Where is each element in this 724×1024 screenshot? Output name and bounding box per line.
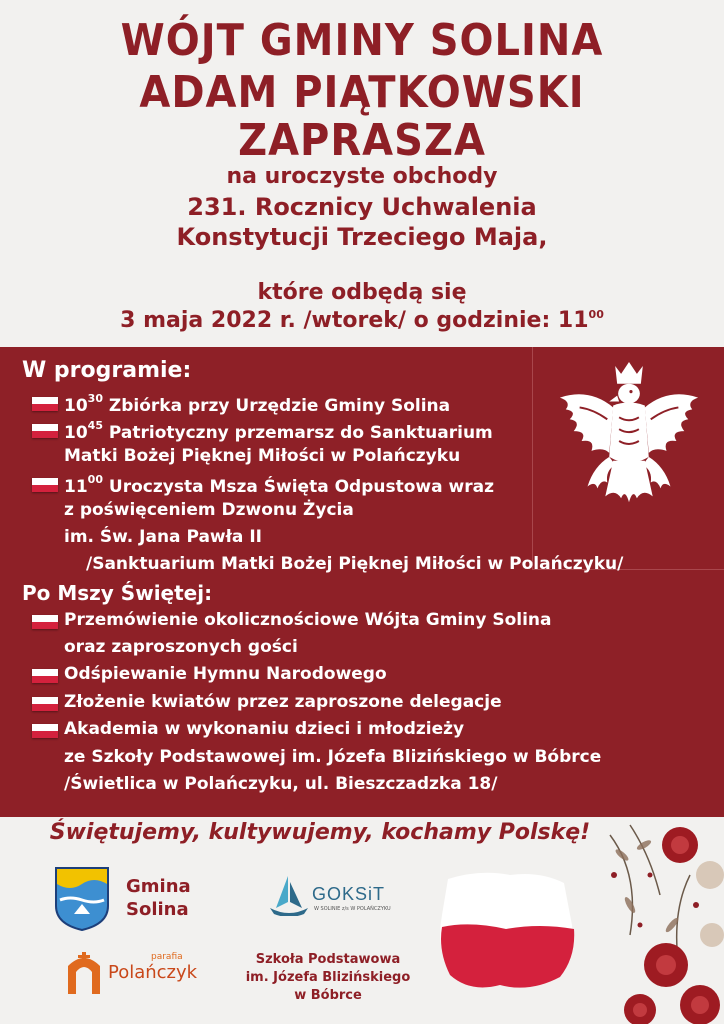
parafia-name-label: Polańczyk (108, 962, 198, 983)
band-divider (532, 347, 533, 569)
poland-flag-icon (32, 697, 58, 711)
item-2-time: 10 (64, 423, 88, 443)
item-3-sup: 00 (87, 473, 103, 486)
item-1-sup: 30 (87, 392, 103, 405)
gmina-coat-of-arms-icon (54, 866, 110, 932)
program-item-3 (64, 473, 494, 497)
item-3-time: 11 (64, 477, 88, 497)
floral-decoration-icon (600, 815, 724, 1024)
item-2-text: Patriotyczny przemarsz do Sanktuarium (102, 423, 493, 443)
item-2-sup: 45 (87, 419, 103, 432)
header-sub-4: które odbędą się (257, 280, 467, 305)
after-item-2: Odśpiewanie Hymnu Narodowego (64, 664, 387, 684)
item-3-text: Uroczysta Msza Święta Odpustowa wraz (102, 477, 494, 497)
program-item-3-line-3: im. Św. Jana Pawła II (64, 527, 262, 547)
school-label-3: w Bóbrce (294, 988, 362, 1003)
after-item-1: Przemówienie okolicznościowe Wójta Gminy Solina (64, 610, 552, 630)
header-sub-2: 231. Rocznicy Uchwalenia (187, 193, 537, 221)
header-sub-1: na uroczyste obchody (226, 164, 498, 189)
program-item-3-line-4: /Sanktuarium Matki Bożej Pięknej Miłości w Polańczyku/ (86, 554, 624, 574)
poland-flag-icon (32, 669, 58, 683)
gmina-label-2: Solina (126, 899, 189, 920)
header-sub-3: Konstytucji Trzeciego Maja, (176, 223, 548, 251)
poland-flag-icon (32, 724, 58, 738)
item-1-time: 10 (64, 396, 88, 416)
school-label-2: im. Józefa Blizińskiego (245, 970, 411, 985)
header-line-2: ADAM PIĄTKOWSKI (139, 68, 585, 118)
poland-flag-icon (32, 424, 58, 438)
slogan: Świętujemy, kultywujemy, kochamy Polskę! (49, 820, 591, 845)
goksit-sub-label: W SOLINIE z/s W POLAŃCZYKU (314, 906, 391, 912)
program-item-2 (64, 419, 493, 443)
after-item-4-line-2: ze Szkoły Podstawowej im. Józefa Blizińskiego w Bóbrce (64, 747, 602, 767)
after-mass-title: Po Mszy Świętej: (22, 581, 213, 605)
after-item-4: Akademia w wykonaniu dzieci i młodzieży (64, 719, 465, 739)
program-item-2-line-2: Matki Bożej Pięknej Miłości w Polańczyku (64, 446, 461, 466)
header-line-3: ZAPRASZA (238, 116, 486, 166)
after-item-3: Złożenie kwiatów przez zaproszone delegacje (64, 692, 502, 712)
gmina-label-1: Gmina (126, 876, 191, 897)
invitation-header (0, 0, 724, 345)
program-title: W programie: (22, 358, 192, 383)
program-item-1 (64, 392, 450, 416)
poland-map-flag-icon (430, 865, 580, 1000)
after-item-4-line-3: /Świetlica w Polańczyku, ul. Bieszczadzka 18/ (64, 774, 498, 794)
poland-flag-icon (32, 478, 58, 492)
goksit-logo-icon (268, 874, 310, 916)
polish-eagle-icon (550, 357, 708, 527)
program-item-3-line-2: z poświęceniem Dzwonu Życia (64, 500, 354, 520)
event-date-sup: 00 (588, 308, 604, 321)
parafia-small-label: parafia (151, 952, 183, 962)
poland-flag-icon (32, 397, 58, 411)
event-date (0, 308, 724, 333)
header-line-1: WÓJT GMINY SOLINA (120, 16, 604, 66)
parafia-logo-icon (64, 948, 104, 996)
goksit-label: GOKSiT (312, 884, 386, 904)
item-1-text: Zbiórka przy Urzędzie Gminy Solina (102, 396, 451, 416)
after-item-1-line-2: oraz zaproszonych gości (64, 637, 298, 657)
school-label-1: Szkoła Podstawowa (255, 952, 401, 967)
poland-flag-icon (32, 615, 58, 629)
event-date-text: 3 maja 2022 r. /wtorek/ o godzinie: 11 (120, 308, 589, 333)
